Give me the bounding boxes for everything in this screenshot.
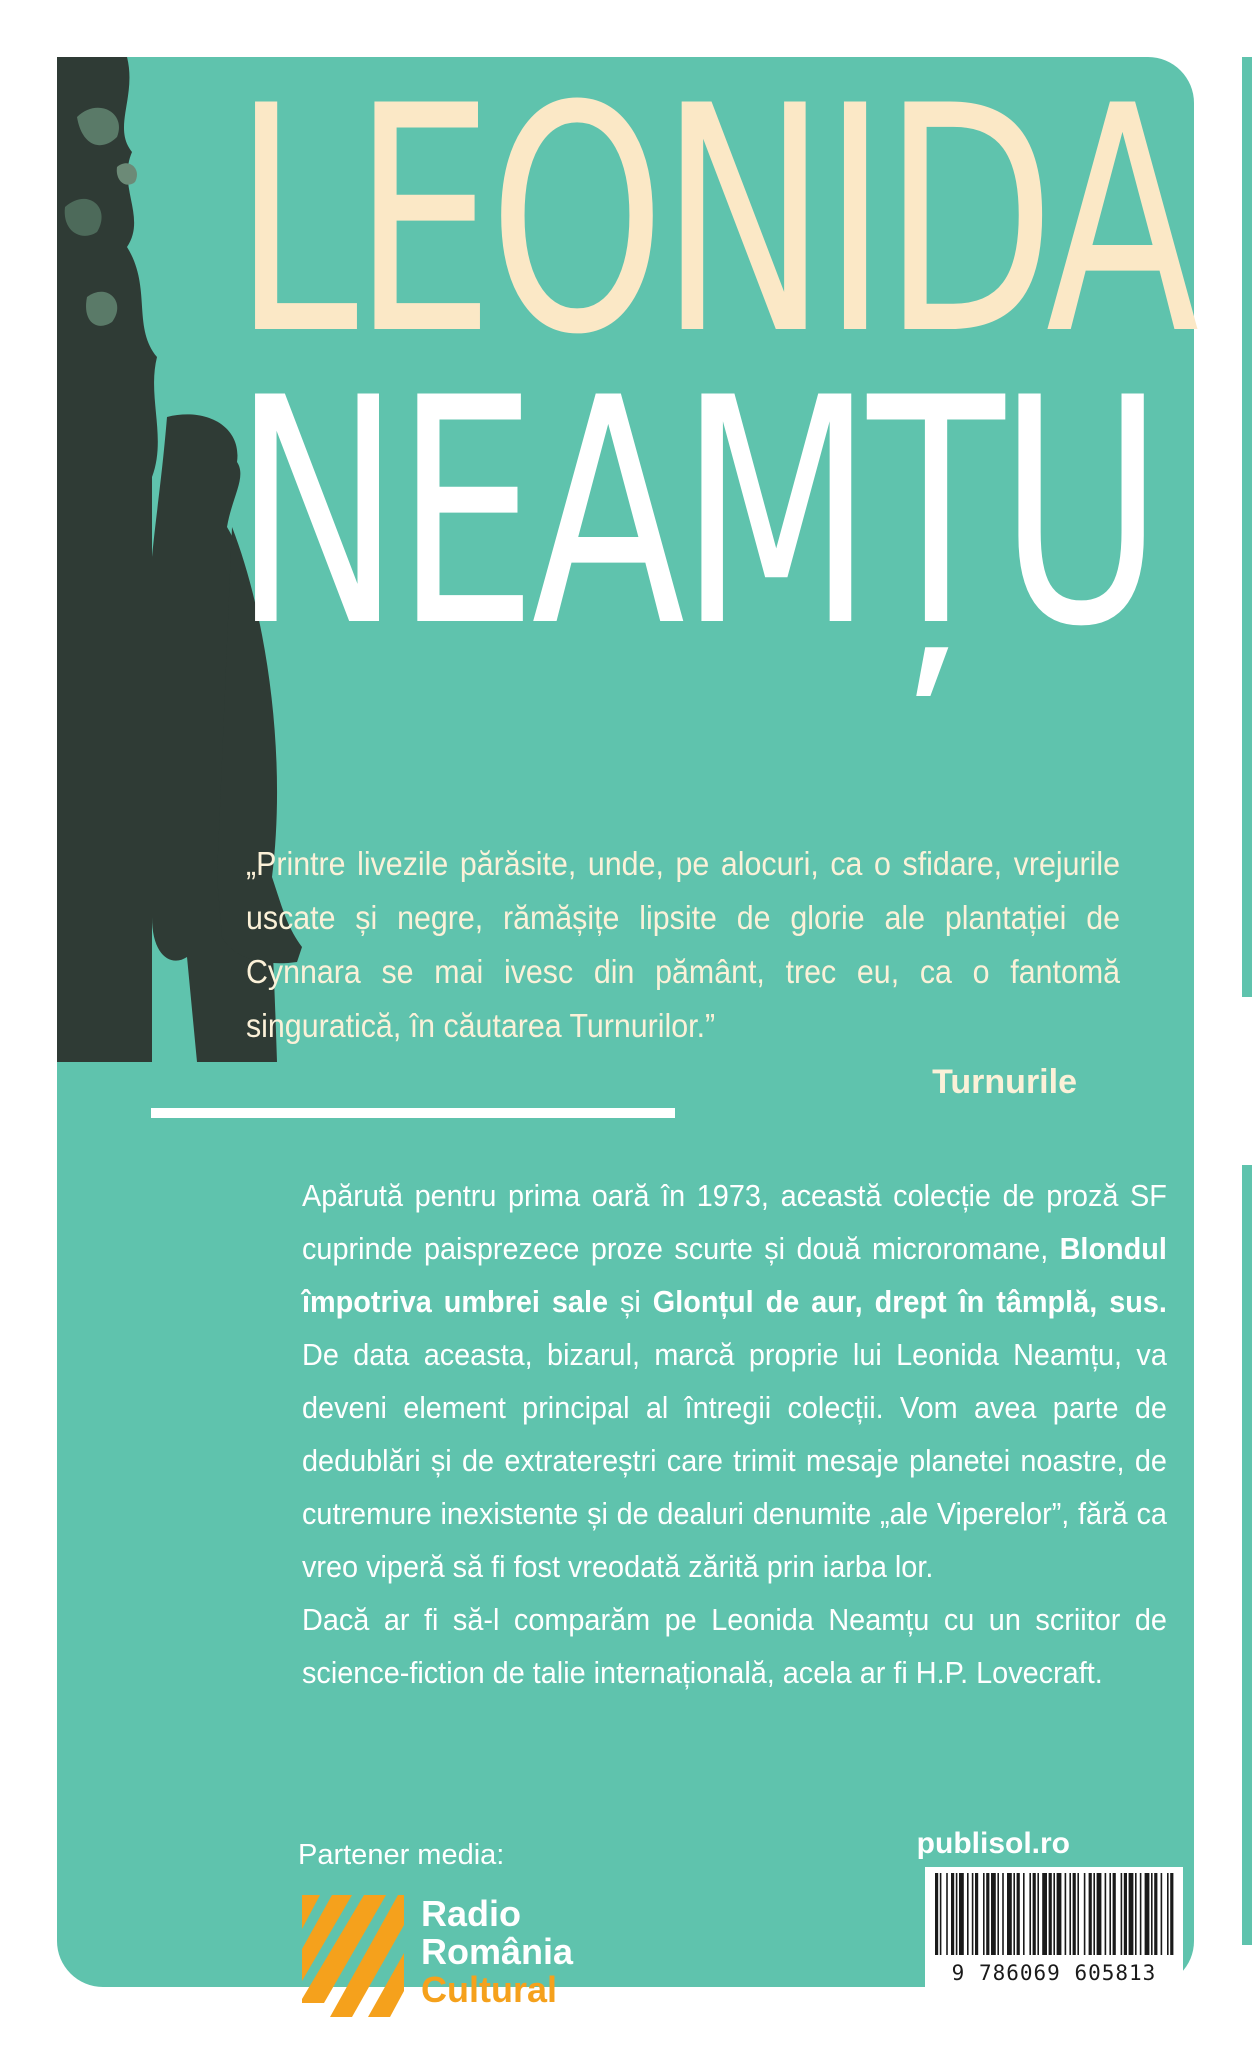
adjacent-page-edge-lower [1242,1165,1252,1945]
barcode-bar [1049,1873,1052,1955]
barcode-bar [991,1873,996,1955]
barcode-digits: 9 786069 605813 [951,1961,1157,1985]
barcode-bar [1033,1873,1036,1955]
barcode-bar [946,1873,948,1955]
radio-logo-line-2: România [421,1931,574,1972]
divider-line [151,1108,675,1118]
barcode-bar [1154,1873,1157,1955]
description-text-continued: De data aceasta, bizarul, marcă proprie lui Leonida Neamțu, va deveni element principal al întregii colecții. Vom avea parte de dedublări și de extratereștri care trimit mesaje planetei noastre, de cutremure inexistente și de dealuri denumite „ale Viperelor”, fără ca vreo viperă să fi fost vreodată zărită prin iarba lor. [302,1337,1167,1584]
barcode-bar [1109,1873,1111,1955]
barcode-bar [1167,1873,1169,1955]
barcode-bar [983,1873,985,1955]
back-cover [57,39,1194,2058]
barcode-bar [1069,1873,1071,1955]
barcode-bar [1121,1873,1123,1955]
book-description [302,1169,1167,1699]
excerpt-quote: „Printre livezile părăsite, unde, pe alocuri, ca o sfidare, vrejurile uscate și negre, rămășițe lipsite de glorie ale plantației de Cynnara se mai ivesc din pământ, trec eu, ca o fantomă singuratică, în căutarea Turnurilor.” [246,845,1120,1044]
barcode-bar [1007,1873,1012,1955]
radio-logo-line-1: Radio [421,1893,522,1934]
isbn-number: ISBN 978-606-9605-81-3 [934,1997,1174,2058]
barcode-bar [1084,1873,1086,1955]
barcode-bar [1029,1873,1031,1955]
barcode-bar [1002,1873,1004,1955]
barcode-bar [1124,1873,1127,1955]
adjacent-page-edge [1242,57,1252,997]
description-paragraph-1 [302,1169,1167,1593]
barcode-bar [1135,1873,1137,1955]
barcode-bar [1065,1873,1067,1955]
description-conjunction: și [607,1284,653,1319]
radio-romania-cultural-logo [302,1893,622,2021]
barcode-bar [1140,1873,1142,1955]
barcode-bar [1170,1873,1173,1955]
barcode-bar [1089,1873,1092,1955]
barcode-bar [1145,1873,1150,1955]
author-first-name: LEONIDA [233,39,1194,403]
novella-title-1: Blondul împotriva umbrei sale [302,1231,1167,1319]
barcode-bar [967,1873,969,1955]
barcode-bar [951,1873,954,1955]
barcode-bar [1017,1873,1020,1955]
barcode-bar [1105,1873,1107,1955]
barcode-bar [1093,1873,1095,1955]
radio-logo-text [421,1895,573,2009]
author-last-name: NEAMȚU [233,331,1158,695]
barcode-bar [1042,1873,1047,1955]
barcode-bar [997,1873,999,1955]
barcode-bar [972,1873,974,1955]
barcode-bar [1053,1873,1055,1955]
novella-title-2: Glonțul de aur, drept în tâmplă, sus. [652,1284,1167,1319]
barcode-bar [1037,1873,1039,1955]
quote-source: Turnurile [932,1063,1077,1101]
barcode-bar [1073,1873,1076,1955]
barcode-bar [1129,1873,1134,1955]
description-paragraph-2: Dacă ar fi să-l comparăm pe Leonida Neamțu cu un scriitor de science-fiction de talie internațională, acela ar fi H.P. Lovecraft. [302,1602,1167,1690]
description-text: Apărută pentru prima oară în 1973, această colecție de proză SF cuprinde paisprezece proze scurte și două microromane, [302,1178,1167,1266]
barcode-bar [1113,1873,1116,1955]
barcode-bar [1057,1873,1062,1955]
barcode-bar [959,1873,964,1955]
barcode-bar [935,1873,938,1955]
barcode-bar [1097,1873,1102,1955]
barcode-bar [1161,1873,1163,1955]
barcode-bar [1013,1873,1015,1955]
barcode-bar [1023,1873,1025,1955]
barcode-bar [986,1873,989,1955]
barcode-bar [1151,1873,1153,1955]
barcode-bar [1077,1873,1079,1955]
barcode-bar [940,1873,942,1955]
barcode-bars [931,1873,1177,1955]
barcode-bar [956,1873,958,1955]
media-partner-label: Partener media: [298,1839,505,1871]
radio-logo-mark-icon [302,1895,404,2017]
isbn-barcode [925,1867,1183,1987]
publisher-website: publisol.ro [916,1827,1070,1860]
barcode-bar [975,1873,978,1955]
radio-logo-line-3: Cultural [421,1969,558,2010]
